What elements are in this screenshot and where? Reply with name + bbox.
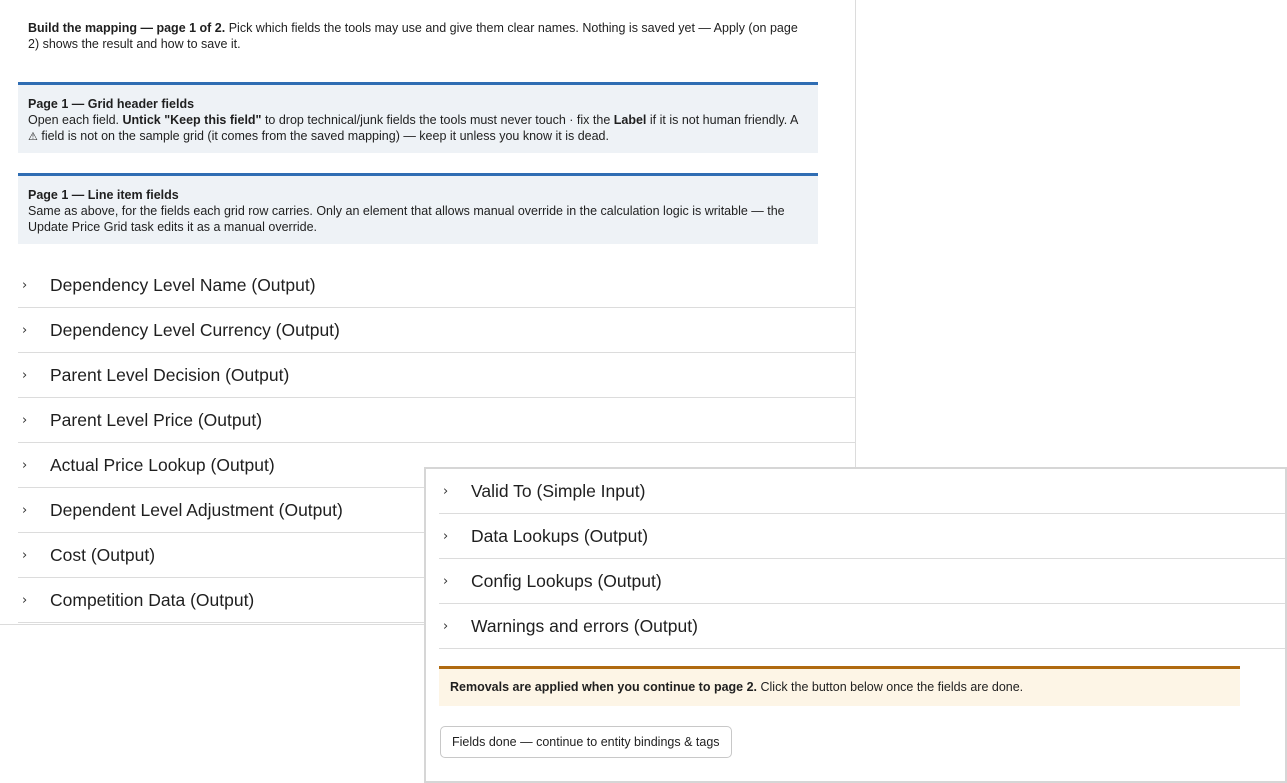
field-label: Parent Level Decision (Output): [50, 364, 290, 385]
field-row-warnings-and-errors[interactable]: [439, 604, 1285, 649]
label-emphasis: Label: [613, 113, 647, 127]
field-label: Valid To (Simple Input): [471, 480, 646, 501]
intro-body: Pick which fields the tools may use and give them clear names. Nothing is saved yet — Apply (on page 2) shows the result and how to save it.: [28, 21, 798, 51]
field-row-parent-level-price[interactable]: [18, 398, 856, 443]
field-label: Dependent Level Adjustment (Output): [50, 499, 343, 520]
chevron-right-icon: ›: [22, 322, 28, 338]
field-label: Config Lookups (Output): [471, 570, 662, 591]
line-item-info-title: Page 1 — Line item fields: [28, 188, 179, 202]
chevron-right-icon: ›: [22, 412, 28, 428]
chevron-right-icon: ›: [443, 618, 449, 634]
line-item-info-text: Same as above, for the fields each grid row carries. Only an element that allows manual override in the calculation logic is writable — the Update Price Grid task edits it as a manual override.: [28, 204, 785, 234]
chevron-right-icon: ›: [22, 502, 28, 518]
field-row-data-lookups[interactable]: [439, 514, 1285, 559]
removals-warning-heading: Removals are applied when you continue to page 2.: [450, 680, 758, 694]
grid-header-info-title: Page 1 — Grid header fields: [28, 97, 195, 111]
chevron-right-icon: ›: [22, 457, 28, 473]
intro-text: [28, 20, 798, 52]
field-row-dependency-level-currency[interactable]: [18, 308, 856, 353]
chevron-right-icon: ›: [443, 483, 449, 499]
field-label: Actual Price Lookup (Output): [50, 454, 275, 475]
field-row-config-lookups[interactable]: [439, 559, 1285, 604]
field-label: Competition Data (Output): [50, 589, 255, 610]
chevron-right-icon: ›: [22, 592, 28, 608]
field-label: Dependency Level Name (Output): [50, 274, 316, 295]
field-label: Warnings and errors (Output): [471, 615, 698, 636]
field-label: Dependency Level Currency (Output): [50, 319, 340, 340]
popup-field-list: [439, 469, 1285, 649]
line-item-info-box: [18, 173, 818, 244]
chevron-right-icon: ›: [22, 547, 28, 563]
grid-header-info-text-2: to drop technical/junk fields the tools must never touch · fix the: [261, 113, 614, 127]
field-row-dependency-level-name[interactable]: [18, 263, 856, 308]
continue-to-page-2-button[interactable]: Fields done — continue to entity bindings & tags: [440, 726, 732, 758]
field-row-valid-to[interactable]: [439, 469, 1285, 514]
fields-continued-panel: [424, 467, 1287, 783]
grid-header-info-box: [18, 82, 818, 153]
keep-field-emphasis: Untick "Keep this field": [122, 113, 262, 127]
grid-header-info-text-3: if it is not human friendly. A: [646, 113, 798, 127]
field-label: Data Lookups (Output): [471, 525, 649, 546]
grid-header-info-text-1: Open each field.: [28, 113, 123, 127]
chevron-right-icon: ›: [443, 528, 449, 544]
chevron-right-icon: ›: [22, 277, 28, 293]
warning-triangle-icon: ⚠: [28, 130, 38, 143]
field-row-parent-level-decision[interactable]: [18, 353, 856, 398]
chevron-right-icon: ›: [443, 573, 449, 589]
removals-warning-box: [439, 666, 1240, 706]
grid-header-info-text-4: field is not on the sample grid (it comes from the saved mapping) — keep it unless you know it is dead.: [37, 129, 609, 143]
field-label: Cost (Output): [50, 544, 156, 565]
field-label: Parent Level Price (Output): [50, 409, 263, 430]
removals-warning-text: Click the button below once the fields are done.: [757, 680, 1024, 694]
chevron-right-icon: ›: [22, 367, 28, 383]
intro-heading: Build the mapping — page 1 of 2.: [28, 21, 226, 35]
